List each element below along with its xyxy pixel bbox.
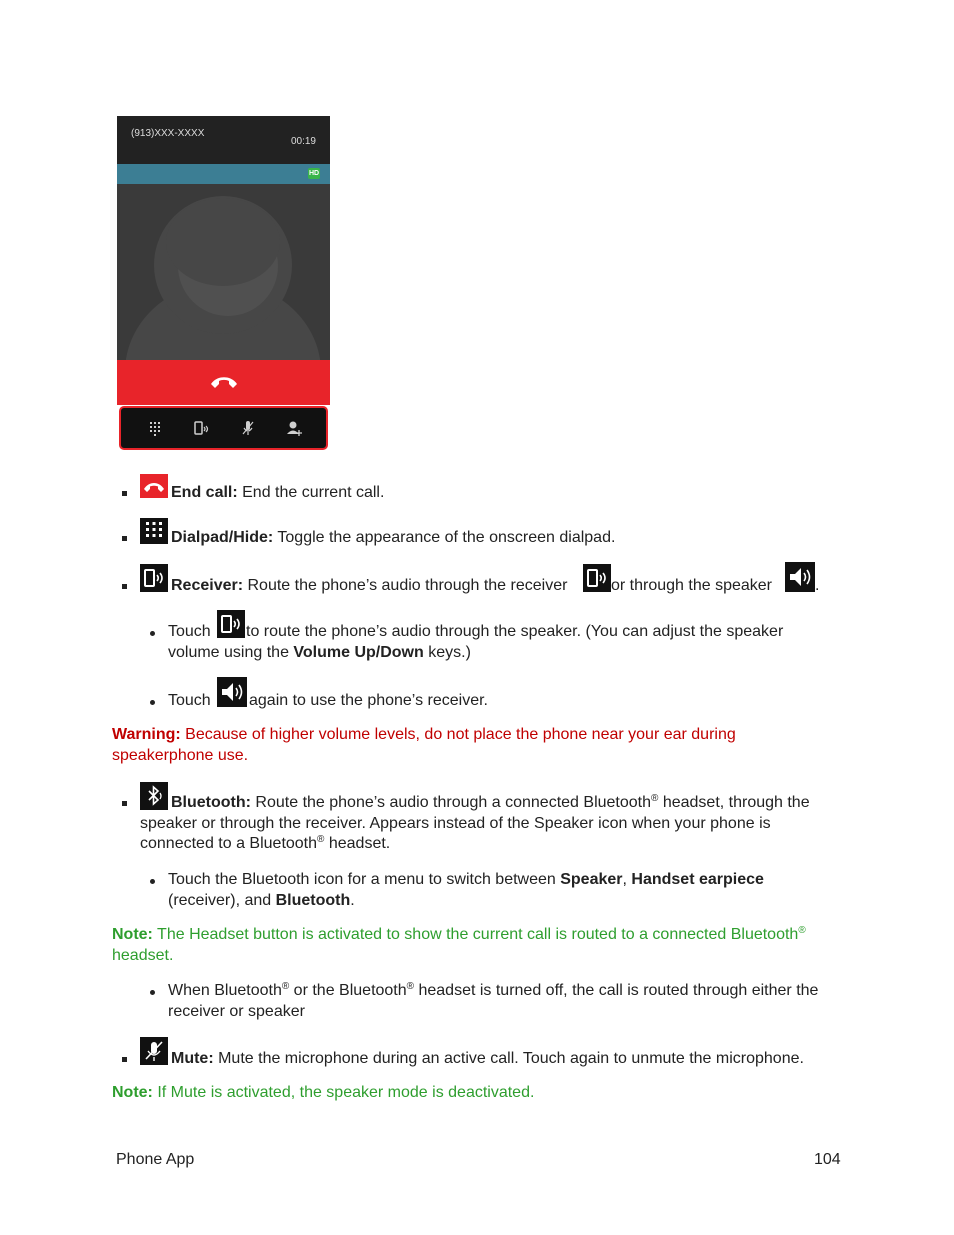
- bluetooth-menu-line-1: Touch the Bluetooth icon for a menu to switch between Speaker, Handset earpiece: [168, 871, 764, 888]
- speaker-touch-text: Touch: [168, 692, 211, 709]
- end-call-icon: [209, 374, 239, 390]
- receiver-icon: [140, 564, 168, 592]
- end-call-description: End call: End the current call.: [171, 484, 385, 501]
- caller-number: (913)XXX-XXXX: [131, 128, 205, 139]
- note-headset-line-2: headset.: [112, 947, 174, 964]
- call-header: [117, 116, 330, 164]
- call-controls: [119, 406, 328, 450]
- bullet: [150, 700, 155, 705]
- bullet: [122, 536, 127, 541]
- hd-voice-icon: HD: [308, 170, 320, 177]
- speaker-icon: [217, 677, 247, 707]
- bullet: [122, 491, 127, 496]
- mute-icon: [238, 418, 258, 438]
- speaker-touch-text-cont: again to use the phone’s receiver.: [249, 692, 488, 709]
- note-headset-line-1: Note: The Headset button is activated to show the current call is routed to a connected Bluetooth®: [112, 925, 806, 943]
- mute-description: Mute: Mute the microphone during an active call. Touch again to unmute the microphone.: [171, 1050, 804, 1067]
- note-mute: Note: If Mute is activated, the speaker mode is deactivated.: [112, 1084, 535, 1101]
- bluetooth-off-line-1: When Bluetooth® or the Bluetooth® headset is turned off, the call is routed through either the: [168, 981, 819, 999]
- receiver-touch-text: Touch: [168, 623, 211, 640]
- bluetooth-line-3: connected to a Bluetooth® headset.: [140, 834, 391, 852]
- bullet: [122, 584, 127, 589]
- avatar-face-shape: [166, 198, 280, 286]
- receiver-button[interactable]: [191, 418, 211, 438]
- receiver-touch-text-cont: to route the phone’s audio through the speaker. (You can adjust the speaker: [246, 623, 784, 640]
- receiver-description-a: Receiver: Route the phone’s audio through the receiver: [171, 577, 568, 594]
- hd-status-bar: [117, 164, 330, 184]
- receiver-icon: [583, 564, 611, 592]
- receiver-description-b: or through the speaker: [611, 577, 772, 594]
- footer-section: Phone App: [116, 1151, 195, 1168]
- end-call-icon: [140, 474, 168, 498]
- add-call-icon: [284, 418, 304, 438]
- receiver-volume-text: volume using the Volume Up/Down keys.): [168, 644, 471, 661]
- contact-avatar: [117, 184, 330, 360]
- bullet: [122, 1057, 127, 1062]
- dialpad-button[interactable]: [145, 418, 165, 438]
- page-number: 104: [814, 1151, 841, 1168]
- warning-line-1: Warning: Because of higher volume levels, do not place the phone near your ear during: [112, 726, 736, 743]
- bullet: [150, 879, 155, 884]
- bluetooth-line-1: Bluetooth: Route the phone’s audio through a connected Bluetooth® headset, through the: [171, 793, 810, 811]
- bullet: [150, 631, 155, 636]
- bluetooth-line-2: speaker or through the receiver. Appears instead of the Speaker icon when your phone is: [140, 815, 771, 832]
- bluetooth-off-line-2: receiver or speaker: [168, 1003, 305, 1020]
- warning-line-2: speakerphone use.: [112, 747, 249, 764]
- in-call-screenshot: [117, 116, 330, 452]
- mute-icon: [140, 1037, 168, 1065]
- receiver-icon: [217, 610, 245, 638]
- bluetooth-icon: [140, 782, 168, 810]
- speaker-icon: [785, 562, 815, 592]
- receiver-icon: [191, 418, 211, 438]
- add-call-button[interactable]: [284, 418, 304, 438]
- mute-button[interactable]: [238, 418, 258, 438]
- dialpad-icon: [145, 418, 165, 438]
- bullet: [150, 990, 155, 995]
- call-duration: 00:19: [290, 136, 316, 147]
- bullet: [122, 801, 127, 806]
- call-controls-frame: [117, 405, 330, 452]
- dialpad-description: Dialpad/Hide: Toggle the appearance of the onscreen dialpad.: [171, 529, 616, 546]
- end-call-button[interactable]: [117, 360, 330, 405]
- receiver-description-c: .: [815, 577, 820, 594]
- dialpad-icon: [140, 518, 168, 544]
- bluetooth-menu-line-2: (receiver), and Bluetooth.: [168, 892, 355, 909]
